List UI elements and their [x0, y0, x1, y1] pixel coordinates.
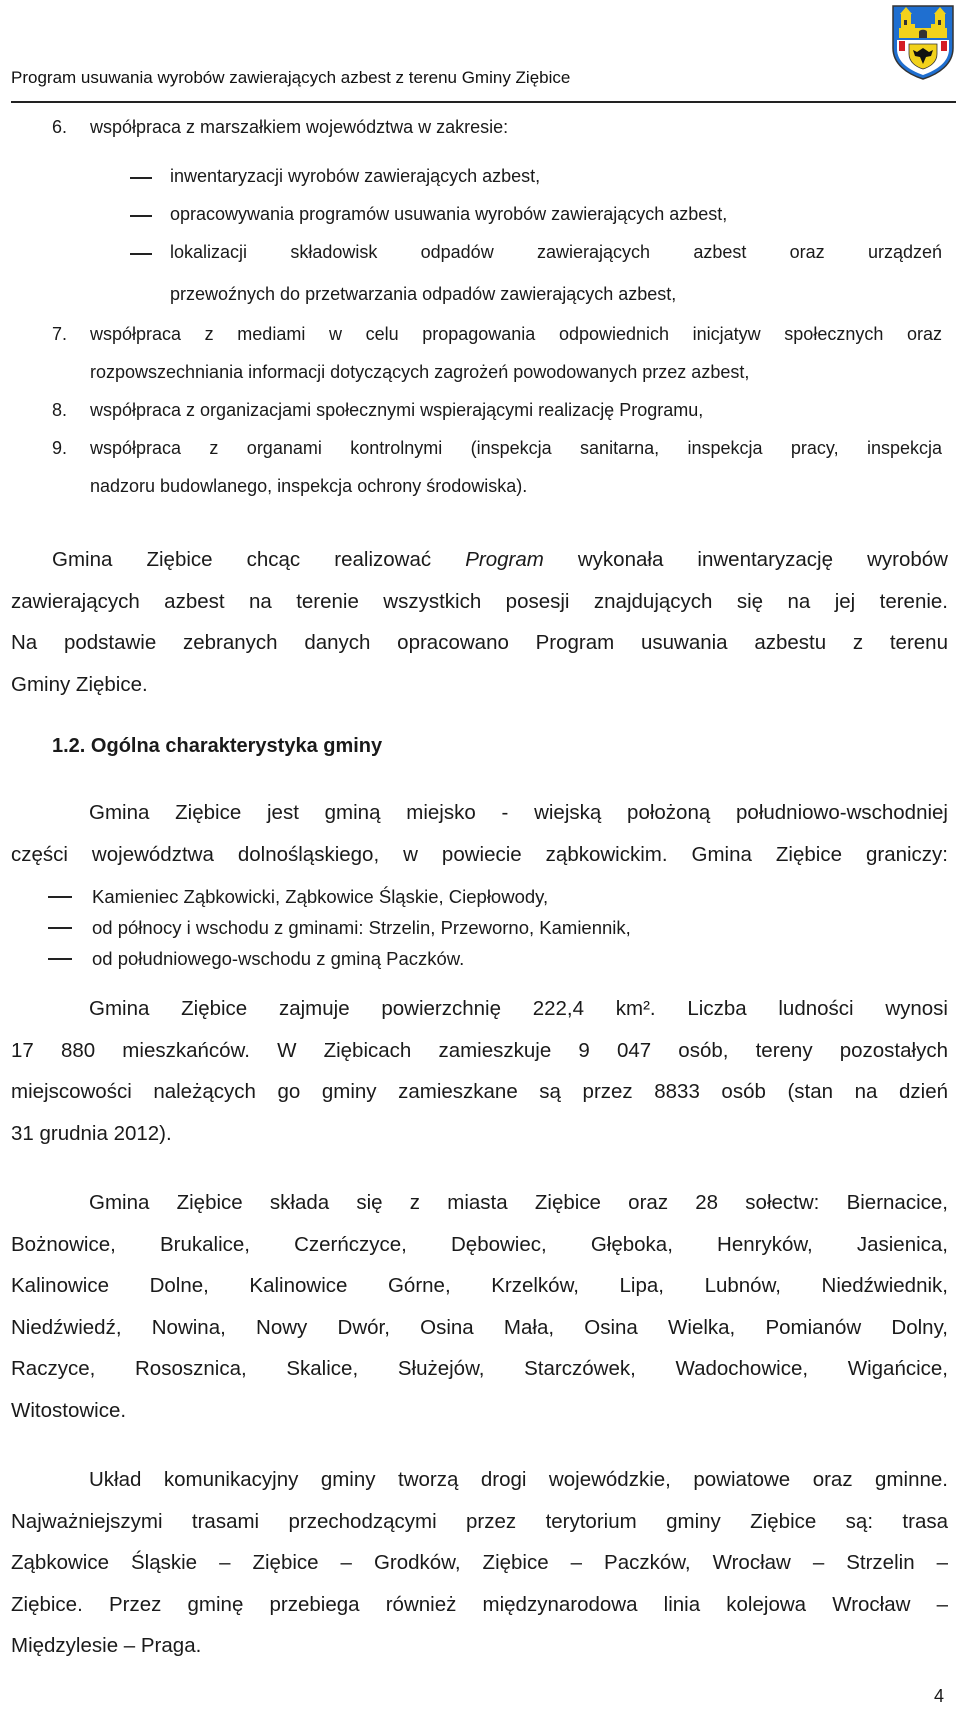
border-item: od północy i wschodu z gminami: Strzelin, Przeworno, Kamiennik, — [92, 917, 631, 938]
paragraph-inventory — [11, 539, 948, 705]
text-line: 17 880 mieszkańców. W Ziębicach zamieszkuje 9 047 osób, tereny pozostałych — [11, 1038, 948, 1062]
text-line: Bożnowice, Brukalice, Czerńczyce, Dębowiec, Głęboka, Henryków, Jasienica, — [11, 1232, 948, 1256]
list-item-number: 9. — [52, 438, 68, 458]
dash-bullet — [130, 253, 152, 255]
text-line: Raczyce, Rososznica, Skalice, Służejów, Starczówek, Wadochowice, Wigańcice, — [11, 1357, 948, 1380]
dash-bullet — [48, 896, 72, 898]
paragraph-villages — [11, 1182, 948, 1431]
section-heading: 1.2. Ogólna charakterystyka gminy — [52, 735, 383, 757]
list-item-text: współpraca z marszałkiem województwa w zakresie: — [90, 117, 509, 137]
list-item-text: współpraca z mediami w celu propagowania odpowiednich inicjatyw społecznych oraz — [90, 324, 942, 344]
list-item-text: rozpowszechniania informacji dotyczących zagrożeń powodowanych przez azbest, — [90, 362, 750, 382]
paragraph-location — [11, 792, 948, 875]
text-line: Ziębice. Przez gminę przebiega również międzynarodowa linia kolejowa Wrocław – — [11, 1592, 948, 1616]
sub-item-text-continuation: przewoźnych do przetwarzania odpadów zawierających azbest, — [170, 284, 677, 304]
border-item: od południowego-wschodu z gminą Paczków. — [92, 948, 465, 969]
text-line: Najważniejszymi trasami przechodzącymi przez terytorium gminy Ziębice są: trasa — [11, 1509, 948, 1533]
text-line: Gmina Ziębice składa się z miasta Ziębice oraz 28 sołectw: Biernacice, — [89, 1191, 948, 1214]
page-header — [11, 0, 959, 104]
text-line: Układ komunikacyjny gminy tworzą drogi wojewódzkie, powiatowe oraz gminne. — [89, 1468, 948, 1491]
text-line: 31 grudnia 2012). — [11, 1121, 172, 1145]
program-emphasis: Program — [465, 548, 544, 571]
text-line: zawierających azbest na terenie wszystkich posesji znajdujących się na jej terenie. — [11, 589, 948, 613]
dash-bullet — [48, 927, 72, 929]
text-line: Międzylesie – Praga. — [11, 1634, 202, 1657]
text-line: Gmina Ziębice zajmuje powierzchnię 222,4 km². Liczba ludności wynosi — [89, 997, 948, 1020]
text-line: Gminy Ziębice. — [11, 672, 148, 696]
sub-item-text: opracowywania programów usuwania wyrobów zawierających azbest, — [170, 204, 728, 224]
sub-item-text: inwentaryzacji wyrobów zawierających azbest, — [170, 166, 541, 186]
paragraph-area-population — [11, 988, 948, 1154]
text-line: Witostowice. — [11, 1398, 127, 1422]
header-divider — [11, 101, 956, 103]
text-line: Ząbkowice Śląskie – Ziębice – Grodków, Ziębice – Paczków, Wrocław – Strzelin – — [11, 1551, 948, 1574]
border-item: Kamieniec Ząbkowicki, Ząbkowice Śląskie, Ciepłowody, — [92, 886, 549, 907]
text-line: Kalinowice Dolne, Kalinowice Górne, Krzelków, Lipa, Lubnów, Niedźwiednik, — [11, 1274, 948, 1297]
dash-bullet — [48, 958, 72, 960]
list-item-text: nadzoru budowlanego, inspekcja ochrony środowiska). — [90, 476, 528, 496]
list-item-text: współpraca z organami kontrolnymi (inspekcja sanitarna, inspekcja pracy, inspekcja — [90, 438, 942, 458]
text-line: miejscowości należących go gminy zamieszkane są przez 8833 osób (stan na dzień — [11, 1080, 948, 1103]
text-line: Niedźwiedź, Nowina, Nowy Dwór, Osina Mała, Osina Wielka, Pomianów Dolny, — [11, 1315, 948, 1339]
text-run: wykonała inwentaryzację wyrobów — [543, 548, 948, 571]
list-item-text: współpraca z organizacjami społecznymi wspierającymi realizację Programu, — [90, 400, 704, 420]
paragraph-transport — [11, 1459, 948, 1667]
list-item-number: 8. — [52, 400, 68, 420]
text-line: części województwa dolnośląskiego, w powiecie ząbkowickim. Gmina Ziębice graniczy: — [11, 842, 948, 866]
coat-of-arms-icon — [891, 4, 955, 80]
text-line: Na podstawie zebranych danych opracowano Program usuwania azbestu z terenu — [11, 631, 948, 654]
list-item-number: 6. — [52, 117, 68, 137]
list-item-number: 7. — [52, 324, 68, 344]
text-line: Gmina Ziębice jest gminą miejsko - wiejską położoną południowo-wschodniej — [89, 801, 948, 824]
dash-bullet — [130, 215, 152, 217]
dash-bullet — [130, 177, 152, 179]
sub-item-text: lokalizacji składowisk odpadów zawierających azbest oraz urządzeń — [170, 242, 942, 262]
text-run: Gmina Ziębice chcąc realizować — [52, 548, 466, 571]
page-number: 4 — [934, 1686, 945, 1706]
header-title: Program usuwania wyrobów zawierających azbest z terenu Gminy Ziębice — [11, 68, 571, 87]
